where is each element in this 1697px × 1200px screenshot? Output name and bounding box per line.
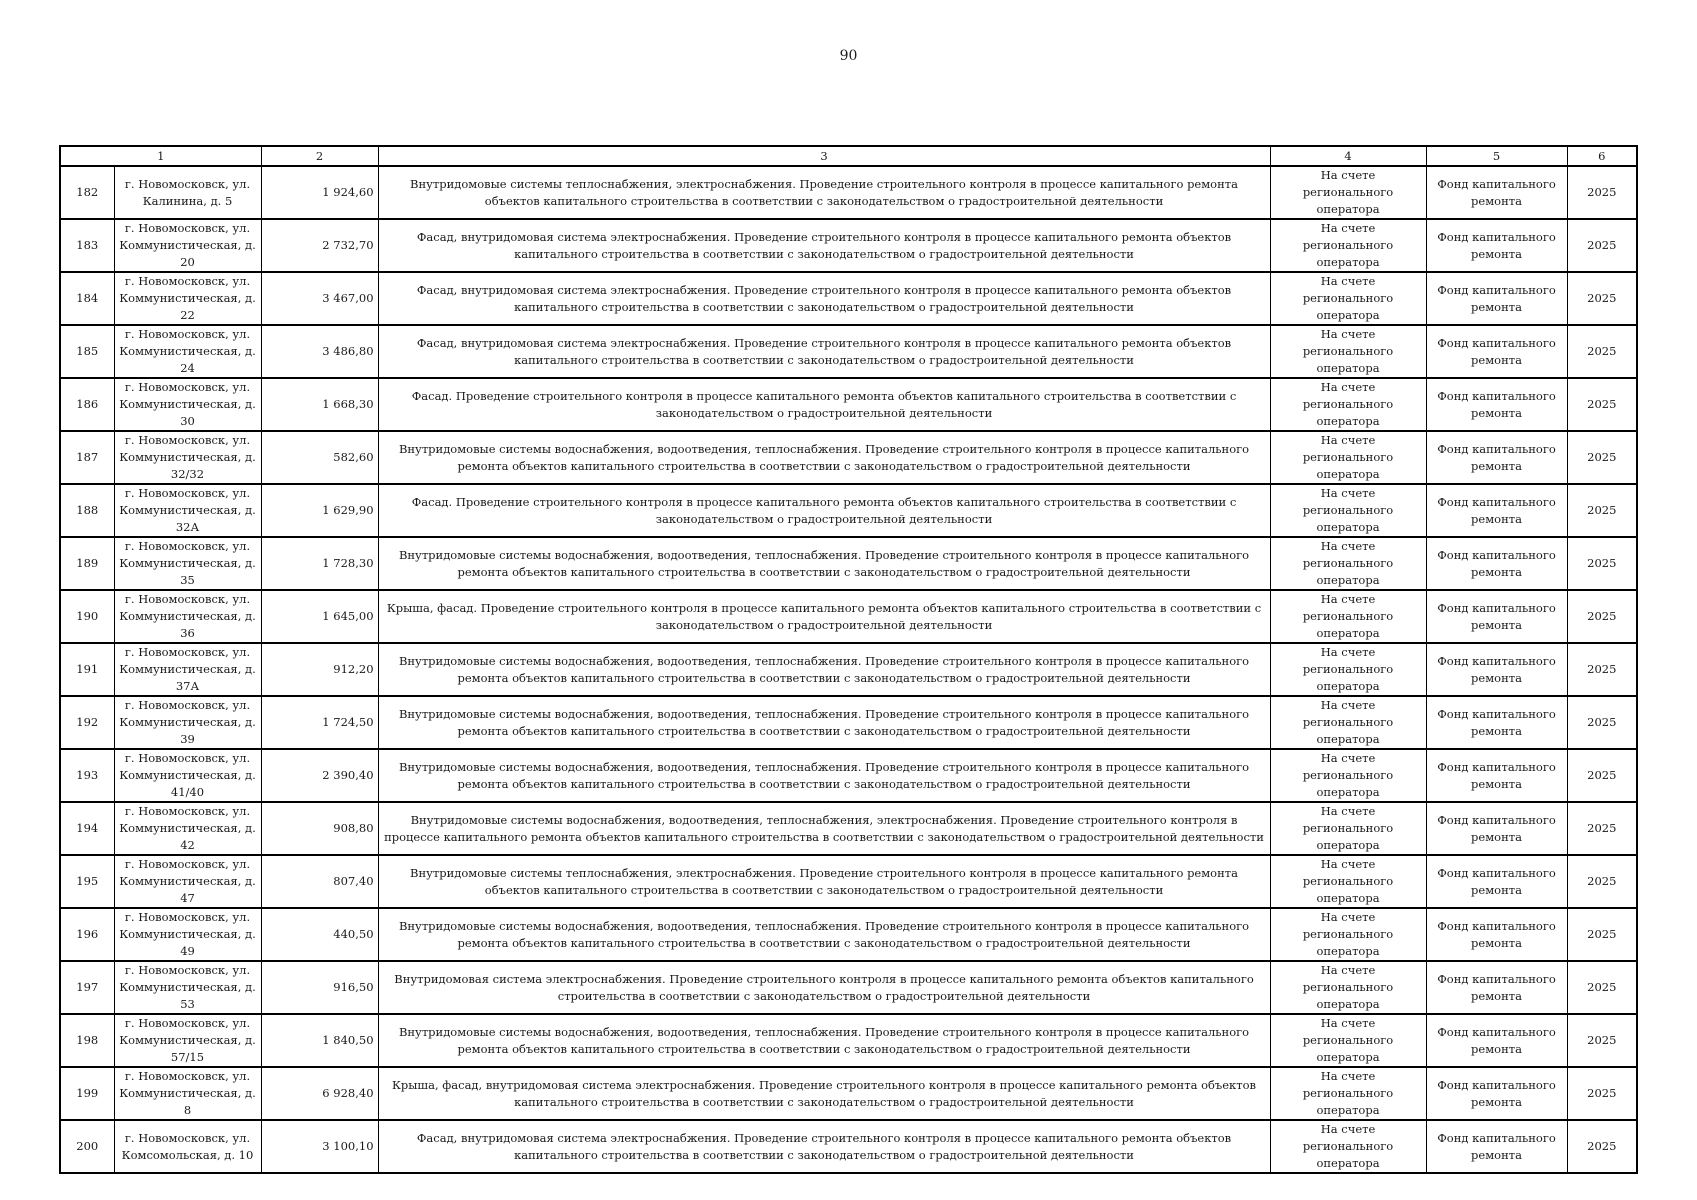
table-row bbox=[60, 431, 1637, 484]
header-col-1: 1 bbox=[60, 146, 261, 166]
area-cell: 6 928,40 bbox=[261, 1067, 378, 1120]
funding-source-cell: Фонд капитального ремонта bbox=[1426, 272, 1567, 325]
year-cell: 2025 bbox=[1567, 272, 1637, 325]
account-cell: На счете регионального оператора bbox=[1270, 643, 1426, 696]
works-cell: Внутридомовые системы теплоснабжения, электроснабжения. Проведение строительного контроля в процессе капитального ремонта объектов капитального строительства в соответствии с законодательством о градостроительной деятельности bbox=[378, 855, 1270, 908]
address-cell: г. Новомосковск, ул. Коммунистическая, д. 32А bbox=[114, 484, 261, 537]
funding-source-cell: Фонд капитального ремонта bbox=[1426, 219, 1567, 272]
funding-source-cell: Фонд капитального ремонта bbox=[1426, 484, 1567, 537]
account-cell: На счете регионального оператора bbox=[1270, 272, 1426, 325]
table-row bbox=[60, 961, 1637, 1014]
account-cell: На счете регионального оператора bbox=[1270, 590, 1426, 643]
table-row bbox=[60, 325, 1637, 378]
funding-source-cell: Фонд капитального ремонта bbox=[1426, 802, 1567, 855]
works-cell: Фасад, внутридомовая система электроснабжения. Проведение строительного контроля в процессе капитального ремонта объектов капитального строительства в соответствии с законодательством о градостроительной деятельности bbox=[378, 272, 1270, 325]
funding-source-cell: Фонд капитального ремонта bbox=[1426, 643, 1567, 696]
works-cell: Фасад, внутридомовая система электроснабжения. Проведение строительного контроля в процессе капитального ремонта объектов капитального строительства в соответствии с законодательством о градостроительной деятельности bbox=[378, 1120, 1270, 1173]
account-cell: На счете регионального оператора bbox=[1270, 908, 1426, 961]
row-number: 186 bbox=[60, 378, 114, 431]
year-cell: 2025 bbox=[1567, 325, 1637, 378]
account-cell: На счете регионального оператора bbox=[1270, 325, 1426, 378]
address-cell: г. Новомосковск, ул. Коммунистическая, д. 22 bbox=[114, 272, 261, 325]
address-cell: г. Новомосковск, ул. Коммунистическая, д. 41/40 bbox=[114, 749, 261, 802]
area-cell: 1 728,30 bbox=[261, 537, 378, 590]
row-number: 183 bbox=[60, 219, 114, 272]
account-cell: На счете регионального оператора bbox=[1270, 537, 1426, 590]
funding-source-cell: Фонд капитального ремонта bbox=[1426, 1067, 1567, 1120]
header-col-2: 2 bbox=[261, 146, 378, 166]
area-cell: 1 724,50 bbox=[261, 696, 378, 749]
table-row bbox=[60, 219, 1637, 272]
table-row bbox=[60, 802, 1637, 855]
row-number: 200 bbox=[60, 1120, 114, 1173]
area-cell: 440,50 bbox=[261, 908, 378, 961]
year-cell: 2025 bbox=[1567, 431, 1637, 484]
table-row bbox=[60, 908, 1637, 961]
address-cell: г. Новомосковск, ул. Коммунистическая, д. 39 bbox=[114, 696, 261, 749]
row-number: 191 bbox=[60, 643, 114, 696]
row-number: 184 bbox=[60, 272, 114, 325]
year-cell: 2025 bbox=[1567, 908, 1637, 961]
account-cell: На счете регионального оператора bbox=[1270, 1067, 1426, 1120]
address-cell: г. Новомосковск, ул. Коммунистическая, д. 35 bbox=[114, 537, 261, 590]
address-cell: г. Новомосковск, ул. Коммунистическая, д. 20 bbox=[114, 219, 261, 272]
account-cell: На счете регионального оператора bbox=[1270, 484, 1426, 537]
year-cell: 2025 bbox=[1567, 219, 1637, 272]
account-cell: На счете регионального оператора bbox=[1270, 378, 1426, 431]
table-row bbox=[60, 643, 1637, 696]
table-row bbox=[60, 696, 1637, 749]
area-cell: 807,40 bbox=[261, 855, 378, 908]
row-number: 182 bbox=[60, 166, 114, 219]
account-cell: На счете регионального оператора bbox=[1270, 431, 1426, 484]
account-cell: На счете регионального оператора bbox=[1270, 166, 1426, 219]
works-cell: Внутридомовые системы водоснабжения, водоотведения, теплоснабжения, электроснабжения. Проведение строительного контроля в процессе капитального ремонта объектов капитального строительства в соответствии с законодательством о градостроительной деятельности bbox=[378, 802, 1270, 855]
area-cell: 1 645,00 bbox=[261, 590, 378, 643]
row-number: 197 bbox=[60, 961, 114, 1014]
row-number: 196 bbox=[60, 908, 114, 961]
address-cell: г. Новомосковск, ул. Коммунистическая, д. 32/32 bbox=[114, 431, 261, 484]
row-number: 190 bbox=[60, 590, 114, 643]
row-number: 194 bbox=[60, 802, 114, 855]
year-cell: 2025 bbox=[1567, 749, 1637, 802]
works-cell: Внутридомовые системы водоснабжения, водоотведения, теплоснабжения. Проведение строительного контроля в процессе капитального ремонта объектов капитального строительства в соответствии с законодательством о градостроительной деятельности bbox=[378, 908, 1270, 961]
row-number: 199 bbox=[60, 1067, 114, 1120]
year-cell: 2025 bbox=[1567, 696, 1637, 749]
area-cell: 908,80 bbox=[261, 802, 378, 855]
year-cell: 2025 bbox=[1567, 1120, 1637, 1173]
account-cell: На счете регионального оператора bbox=[1270, 1120, 1426, 1173]
area-cell: 3 486,80 bbox=[261, 325, 378, 378]
row-number: 195 bbox=[60, 855, 114, 908]
table-row bbox=[60, 166, 1637, 219]
row-number: 193 bbox=[60, 749, 114, 802]
address-cell: г. Новомосковск, ул. Коммунистическая, д. 37А bbox=[114, 643, 261, 696]
account-cell: На счете регионального оператора bbox=[1270, 802, 1426, 855]
capital-repair-table bbox=[59, 145, 1638, 1174]
address-cell: г. Новомосковск, ул. Коммунистическая, д. 8 bbox=[114, 1067, 261, 1120]
area-cell: 1 629,90 bbox=[261, 484, 378, 537]
year-cell: 2025 bbox=[1567, 802, 1637, 855]
area-cell: 582,60 bbox=[261, 431, 378, 484]
works-cell: Внутридомовые системы водоснабжения, водоотведения, теплоснабжения. Проведение строительного контроля в процессе капитального ремонта объектов капитального строительства в соответствии с законодательством о градостроительной деятельности bbox=[378, 643, 1270, 696]
works-cell: Фасад, внутридомовая система электроснабжения. Проведение строительного контроля в процессе капитального ремонта объектов капитального строительства в соответствии с законодательством о градостроительной деятельности bbox=[378, 219, 1270, 272]
works-cell: Внутридомовые системы теплоснабжения, электроснабжения. Проведение строительного контроля в процессе капитального ремонта объектов капитального строительства в соответствии с законодательством о градостроительной деятельности bbox=[378, 166, 1270, 219]
row-number: 189 bbox=[60, 537, 114, 590]
header-row bbox=[60, 146, 1637, 166]
page-number: 90 bbox=[839, 48, 858, 64]
area-cell: 916,50 bbox=[261, 961, 378, 1014]
row-number: 192 bbox=[60, 696, 114, 749]
year-cell: 2025 bbox=[1567, 590, 1637, 643]
funding-source-cell: Фонд капитального ремонта bbox=[1426, 431, 1567, 484]
works-cell: Фасад. Проведение строительного контроля в процессе капитального ремонта объектов капитального строительства в соответствии с законодательством о градостроительной деятельности bbox=[378, 378, 1270, 431]
account-cell: На счете регионального оператора bbox=[1270, 855, 1426, 908]
table-row bbox=[60, 749, 1637, 802]
address-cell: г. Новомосковск, ул. Коммунистическая, д. 42 bbox=[114, 802, 261, 855]
account-cell: На счете регионального оператора bbox=[1270, 219, 1426, 272]
header-col-4: 4 bbox=[1270, 146, 1426, 166]
address-cell: г. Новомосковск, ул. Коммунистическая, д. 57/15 bbox=[114, 1014, 261, 1067]
funding-source-cell: Фонд капитального ремонта bbox=[1426, 908, 1567, 961]
year-cell: 2025 bbox=[1567, 378, 1637, 431]
table-row bbox=[60, 484, 1637, 537]
area-cell: 2 390,40 bbox=[261, 749, 378, 802]
works-cell: Внутридомовая система электроснабжения. Проведение строительного контроля в процессе капитального ремонта объектов капитального строительства в соответствии с законодательством о градостроительной деятельности bbox=[378, 961, 1270, 1014]
address-cell: г. Новомосковск, ул. Коммунистическая, д. 53 bbox=[114, 961, 261, 1014]
year-cell: 2025 bbox=[1567, 961, 1637, 1014]
table-row bbox=[60, 537, 1637, 590]
area-cell: 3 467,00 bbox=[261, 272, 378, 325]
works-cell: Крыша, фасад. Проведение строительного контроля в процессе капитального ремонта объектов капитального строительства в соответствии с законодательством о градостроительной деятельности bbox=[378, 590, 1270, 643]
funding-source-cell: Фонд капитального ремонта bbox=[1426, 696, 1567, 749]
year-cell: 2025 bbox=[1567, 484, 1637, 537]
funding-source-cell: Фонд капитального ремонта bbox=[1426, 961, 1567, 1014]
funding-source-cell: Фонд капитального ремонта bbox=[1426, 749, 1567, 802]
table-row bbox=[60, 590, 1637, 643]
works-cell: Внутридомовые системы водоснабжения, водоотведения, теплоснабжения. Проведение строительного контроля в процессе капитального ремонта объектов капитального строительства в соответствии с законодательством о градостроительной деятельности bbox=[378, 1014, 1270, 1067]
works-cell: Внутридомовые системы водоснабжения, водоотведения, теплоснабжения. Проведение строительного контроля в процессе капитального ремонта объектов капитального строительства в соответствии с законодательством о градостроительной деятельности bbox=[378, 749, 1270, 802]
address-cell: г. Новомосковск, ул. Коммунистическая, д. 36 bbox=[114, 590, 261, 643]
account-cell: На счете регионального оператора bbox=[1270, 749, 1426, 802]
area-cell: 1 668,30 bbox=[261, 378, 378, 431]
table-body bbox=[60, 166, 1637, 1173]
year-cell: 2025 bbox=[1567, 166, 1637, 219]
funding-source-cell: Фонд капитального ремонта bbox=[1426, 590, 1567, 643]
works-cell: Фасад, внутридомовая система электроснабжения. Проведение строительного контроля в процессе капитального ремонта объектов капитального строительства в соответствии с законодательством о градостроительной деятельности bbox=[378, 325, 1270, 378]
funding-source-cell: Фонд капитального ремонта bbox=[1426, 378, 1567, 431]
address-cell: г. Новомосковск, ул. Комсомольская, д. 10 bbox=[114, 1120, 261, 1173]
table-row bbox=[60, 1014, 1637, 1067]
year-cell: 2025 bbox=[1567, 855, 1637, 908]
address-cell: г. Новомосковск, ул. Коммунистическая, д. 30 bbox=[114, 378, 261, 431]
year-cell: 2025 bbox=[1567, 537, 1637, 590]
row-number: 188 bbox=[60, 484, 114, 537]
works-cell: Внутридомовые системы водоснабжения, водоотведения, теплоснабжения. Проведение строительного контроля в процессе капитального ремонта объектов капитального строительства в соответствии с законодательством о градостроительной деятельности bbox=[378, 431, 1270, 484]
year-cell: 2025 bbox=[1567, 643, 1637, 696]
account-cell: На счете регионального оператора bbox=[1270, 1014, 1426, 1067]
area-cell: 2 732,70 bbox=[261, 219, 378, 272]
address-cell: г. Новомосковск, ул. Калинина, д. 5 bbox=[114, 166, 261, 219]
account-cell: На счете регионального оператора bbox=[1270, 961, 1426, 1014]
works-cell: Внутридомовые системы водоснабжения, водоотведения, теплоснабжения. Проведение строительного контроля в процессе капитального ремонта объектов капитального строительства в соответствии с законодательством о градостроительной деятельности bbox=[378, 537, 1270, 590]
table-row bbox=[60, 1120, 1637, 1173]
address-cell: г. Новомосковск, ул. Коммунистическая, д. 24 bbox=[114, 325, 261, 378]
works-cell: Внутридомовые системы водоснабжения, водоотведения, теплоснабжения. Проведение строительного контроля в процессе капитального ремонта объектов капитального строительства в соответствии с законодательством о градостроительной деятельности bbox=[378, 696, 1270, 749]
funding-source-cell: Фонд капитального ремонта bbox=[1426, 1120, 1567, 1173]
table-row bbox=[60, 378, 1637, 431]
header-col-3: 3 bbox=[378, 146, 1270, 166]
address-cell: г. Новомосковск, ул. Коммунистическая, д. 47 bbox=[114, 855, 261, 908]
header-col-5: 5 bbox=[1426, 146, 1567, 166]
area-cell: 1 924,60 bbox=[261, 166, 378, 219]
header-col-6: 6 bbox=[1567, 146, 1637, 166]
year-cell: 2025 bbox=[1567, 1014, 1637, 1067]
area-cell: 3 100,10 bbox=[261, 1120, 378, 1173]
address-cell: г. Новомосковск, ул. Коммунистическая, д. 49 bbox=[114, 908, 261, 961]
works-cell: Крыша, фасад, внутридомовая система электроснабжения. Проведение строительного контроля в процессе капитального ремонта объектов капитального строительства в соответствии с законодательством о градостроительной деятельности bbox=[378, 1067, 1270, 1120]
funding-source-cell: Фонд капитального ремонта bbox=[1426, 325, 1567, 378]
funding-source-cell: Фонд капитального ремонта bbox=[1426, 1014, 1567, 1067]
works-cell: Фасад. Проведение строительного контроля в процессе капитального ремонта объектов капитального строительства в соответствии с законодательством о градостроительной деятельности bbox=[378, 484, 1270, 537]
row-number: 185 bbox=[60, 325, 114, 378]
row-number: 198 bbox=[60, 1014, 114, 1067]
table-row bbox=[60, 1067, 1637, 1120]
funding-source-cell: Фонд капитального ремонта bbox=[1426, 537, 1567, 590]
funding-source-cell: Фонд капитального ремонта bbox=[1426, 855, 1567, 908]
funding-source-cell: Фонд капитального ремонта bbox=[1426, 166, 1567, 219]
row-number: 187 bbox=[60, 431, 114, 484]
year-cell: 2025 bbox=[1567, 1067, 1637, 1120]
table-row bbox=[60, 272, 1637, 325]
area-cell: 912,20 bbox=[261, 643, 378, 696]
area-cell: 1 840,50 bbox=[261, 1014, 378, 1067]
account-cell: На счете регионального оператора bbox=[1270, 696, 1426, 749]
table-row bbox=[60, 855, 1637, 908]
